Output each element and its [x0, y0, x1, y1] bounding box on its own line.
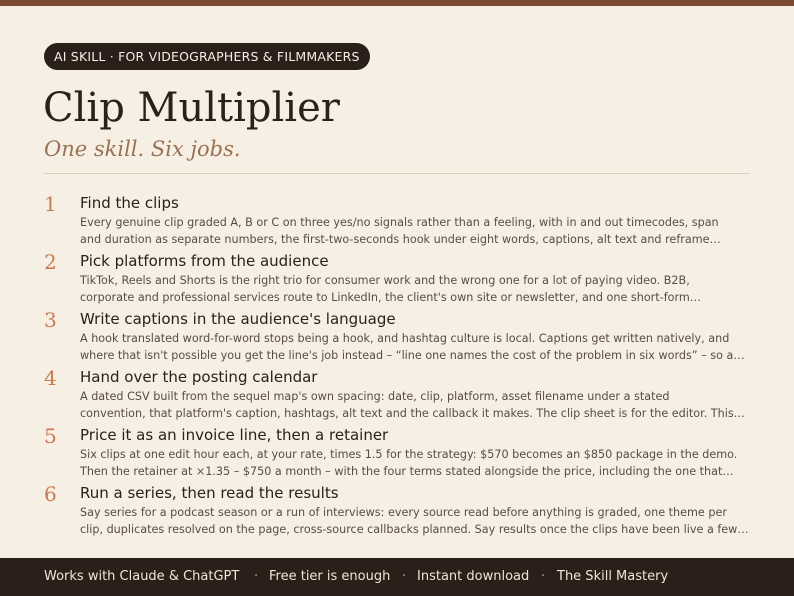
step-description	[80, 214, 770, 248]
top-accent-bar	[0, 0, 794, 6]
step-number: 5	[44, 424, 57, 448]
steps-list	[44, 192, 764, 540]
footer-separator: ·	[402, 569, 407, 584]
step-heading: Run a series, then read the results	[80, 484, 339, 502]
step-heading: Pick platforms from the audience	[80, 252, 329, 270]
step-description-line: convention, that platform's caption, hashtags, alt text and the callback it makes. The clip sheet is for the editor. This…	[80, 407, 745, 420]
step-item	[44, 424, 764, 482]
step-number: 6	[44, 482, 57, 506]
step-description	[80, 272, 770, 306]
divider	[44, 173, 750, 174]
step-description	[80, 446, 770, 480]
step-description	[80, 504, 770, 538]
step-item	[44, 192, 764, 250]
step-description-line: A hook translated word-for-word stops being a hook, and hashtag culture is local. Captions get written natively, and	[80, 332, 730, 345]
step-heading: Find the clips	[80, 194, 179, 212]
step-item	[44, 308, 764, 366]
step-description-line: clip, duplicates resolved on the page, cross-source callbacks planned. Say results once the clips have been live a few…	[80, 523, 749, 536]
step-description-line: Every genuine clip graded A, B or C on three yes/no signals rather than a feeling, with in and out timecodes, span	[80, 216, 719, 229]
step-number: 4	[44, 366, 57, 390]
step-item	[44, 366, 764, 424]
page-title: Clip Multiplier	[43, 85, 340, 131]
footer-item-free-tier: Free tier is enough	[269, 569, 391, 584]
category-badge: AI SKILL · FOR VIDEOGRAPHERS & FILMMAKERS	[44, 43, 370, 70]
step-number: 2	[44, 250, 57, 274]
step-description-line: Then the retainer at ×1.35 – $750 a month – with the four terms stated alongside the price, including the one that…	[80, 465, 734, 478]
step-heading: Price it as an invoice line, then a retainer	[80, 426, 389, 444]
step-item	[44, 482, 764, 540]
page-subtitle: One skill. Six jobs.	[44, 137, 241, 161]
footer-item-compatibility: Works with Claude & ChatGPT	[44, 569, 240, 584]
footer-bar	[0, 558, 794, 596]
step-heading: Hand over the posting calendar	[80, 368, 318, 386]
footer-item-brand: The Skill Mastery	[557, 569, 669, 584]
step-number: 1	[44, 192, 57, 216]
step-description-line: TikTok, Reels and Shorts is the right trio for consumer work and the wrong one for a lot of paying video. B2B,	[80, 274, 690, 287]
step-number: 3	[44, 308, 57, 332]
footer-separator: ·	[254, 569, 259, 584]
step-description-line: Six clips at one edit hour each, at your rate, times 1.5 for the strategy: $570 becomes an $850 package in the demo.	[80, 448, 738, 461]
step-description-line: and duration as separate numbers, the first-two-seconds hook under eight words, captions, alt text and reframe…	[80, 233, 721, 246]
step-description	[80, 330, 770, 364]
step-description-line: A dated CSV built from the sequel map's own spacing: date, clip, platform, asset filename under a stated	[80, 390, 670, 403]
footer-item-download: Instant download	[417, 569, 530, 584]
step-description	[80, 388, 770, 422]
step-item	[44, 250, 764, 308]
step-description-line: where that isn't possible you get the line's job instead – “line one names the cost of the problem in six words” – so a…	[80, 349, 745, 362]
step-heading: Write captions in the audience's language	[80, 310, 396, 328]
step-description-line: corporate and professional services route to LinkedIn, the client's own site or newsletter, and one short-form…	[80, 291, 701, 304]
step-description-line: Say series for a podcast season or a run of interviews: every source read before anything is graded, one theme per	[80, 506, 727, 519]
footer-separator: ·	[541, 569, 546, 584]
